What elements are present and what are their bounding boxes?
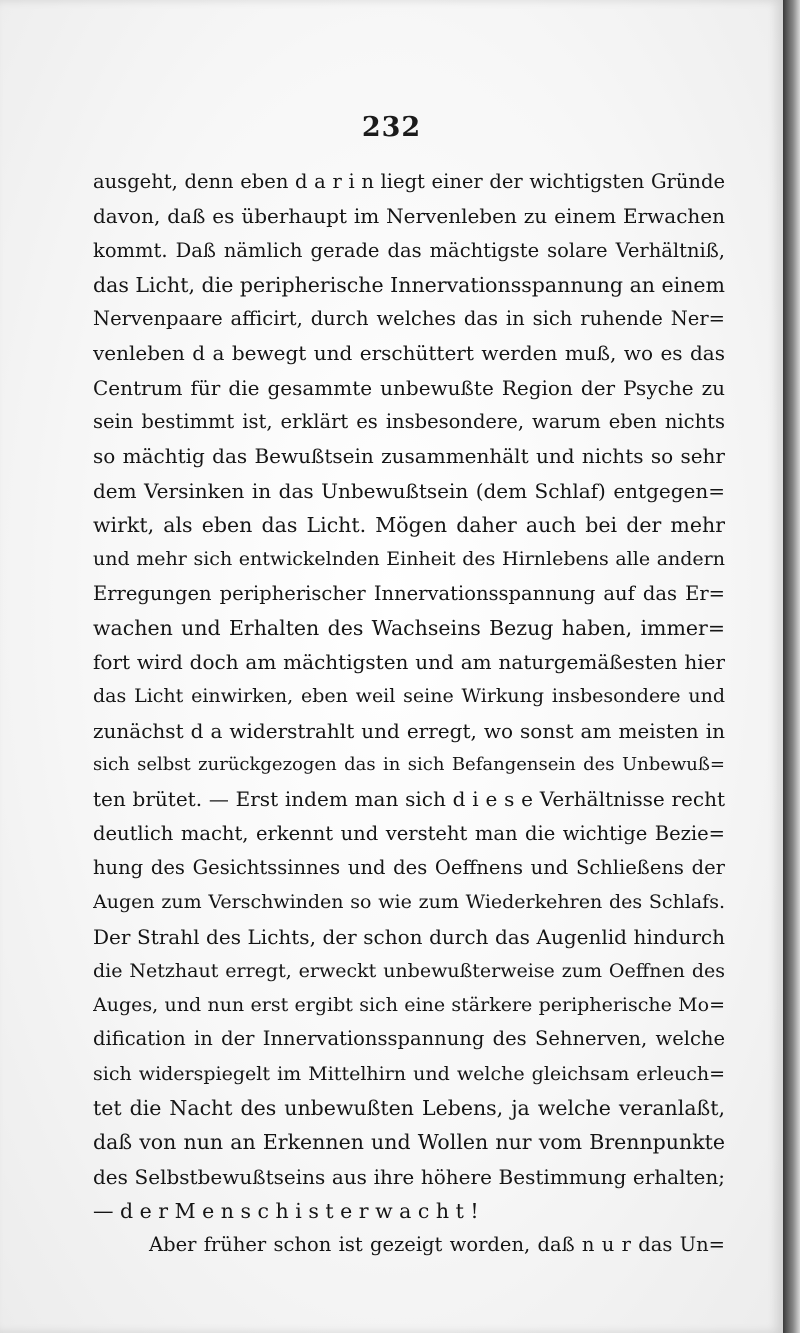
text-line: daß von nun an Erkennen und Wollen nur vom Brennpunkte [93, 1130, 725, 1155]
text-line: dem Versinken in das Unbewußtsein (dem Schlaf) entgegen= [93, 478, 725, 503]
text-line: fort wird doch am mächtigsten und am naturgemäßesten hier [93, 650, 725, 675]
text-line: davon, daß es überhaupt im Nervenleben zu einem Erwachen [93, 204, 725, 229]
text-line: sich selbst zurückgezogen das in sich Befangensein des Unbewuß= [93, 754, 725, 776]
text-line: Auges, und nun erst ergibt sich eine stärkere peripherische Mo= [93, 994, 725, 1017]
text-line: Aber früher schon ist gezeigt worden, daß n u r das Un= [149, 1233, 725, 1257]
text-line: venleben d a bewegt und erschüttert werden muß, wo es das [93, 341, 725, 366]
text-line: Augen zum Verschwinden so wie zum Wiederkehren des Schlafs. [93, 891, 725, 914]
text-line: sein bestimmt ist, erklärt es insbesondere, warum eben nichts [93, 410, 725, 434]
text-line: hung des Gesichtssinnes und des Oeffnens und Schließens der [93, 855, 725, 879]
text-line: ausgeht, denn eben d a r i n liegt einer der wichtigsten Gründe [93, 170, 725, 193]
text-line: zunächst d a widerstrahlt und erregt, wo sonst am meisten in [93, 718, 725, 743]
text-line: deutlich macht, erkennt und versteht man die wichtige Bezie= [93, 821, 725, 845]
text-line: kommt. Daß nämlich gerade das mächtigste solare Verhältniß, [93, 238, 725, 262]
text-line: Erregungen peripherischer Innervationsspannung auf das Er= [93, 581, 725, 605]
text-line: so mächtig das Bewußtsein zusammenhält und nichts so sehr [93, 444, 725, 469]
text-line: tet die Nacht des unbewußten Lebens, ja welche veranlaßt, [93, 1096, 725, 1121]
text-line: des Selbstbewußtseins aus ihre höhere Bestimmung erhalten; [93, 1164, 725, 1189]
text-line: die Netzhaut erregt, erweckt unbewußterweise zum Oeffnen des [93, 959, 725, 982]
page-number: 232 [361, 112, 422, 143]
text-line: das Licht einwirken, eben weil seine Wirkung insbesondere und [93, 685, 725, 708]
text-line: das Licht, die peripherische Innervationsspannung an einem [93, 272, 725, 297]
text-line: sich widerspiegelt im Mittelhirn und welche gleichsam erleuch= [93, 1062, 725, 1085]
page-edge-shadow [783, 0, 800, 1333]
body-text [93, 165, 725, 1263]
text-line: Nervenpaare afficirt, durch welches das in sich ruhende Ner= [93, 307, 725, 331]
text-line: Centrum für die gesammte unbewußte Region der Psyche zu [93, 375, 725, 400]
text-line: wachen und Erhalten des Wachseins Bezug haben, immer= [93, 615, 725, 640]
text-line: wirkt, als eben das Licht. Mögen daher auch bei der mehr [93, 512, 725, 537]
text-line: dification in der Innervationsspannung des Sehnerven, welche [93, 1027, 725, 1051]
text-line: ten brütet. — Erst indem man sich d i e s e Verhältnisse recht [93, 787, 725, 812]
text-line: — d e r M e n s c h i s t e r w a c h t ! [93, 1198, 479, 1223]
text-line: Der Strahl des Lichts, der schon durch das Augenlid hindurch [93, 924, 725, 949]
text-line: und mehr sich entwickelnden Einheit des Hirnlebens alle andern [93, 548, 725, 571]
